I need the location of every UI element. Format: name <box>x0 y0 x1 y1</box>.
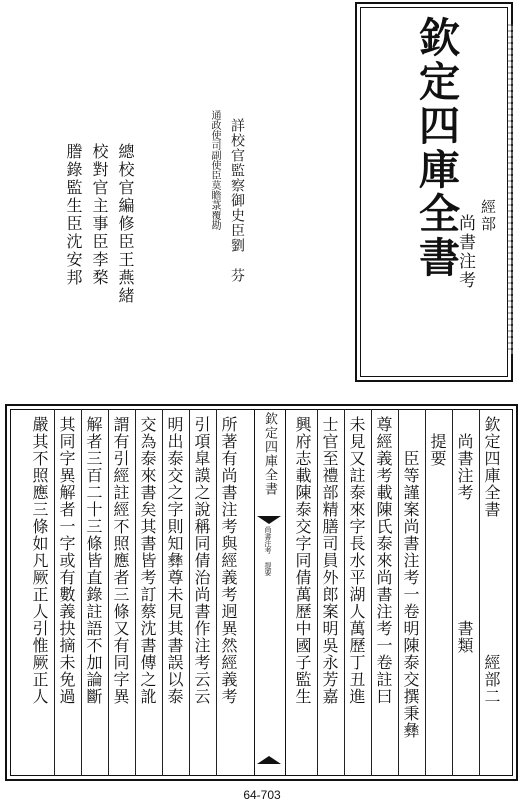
credit-collator: 校對官主事臣李楘 <box>90 143 109 287</box>
text-column: 提要 <box>428 416 447 467</box>
margin-small-label: 尚書注考 提要 <box>264 526 272 576</box>
column-rule <box>371 409 372 776</box>
book-title: 尚書注考 <box>455 214 475 290</box>
text-column: 欽定四庫全書 經部二 <box>482 416 501 705</box>
text-column: 未見又註泰來字長水平湖人萬歷丁丑進 <box>347 416 366 705</box>
text-column: 尚書注考 書類 <box>455 416 474 654</box>
text-column: 興府志載陳泰交字同倩萬歷中國子監生 <box>293 416 312 705</box>
column-rule <box>162 409 163 776</box>
column-rule <box>189 409 190 776</box>
text-column: 士官至禮部精膳司員外郎案明吳永芳嘉 <box>320 416 339 705</box>
column-rule <box>452 409 453 776</box>
text-column: 引項皐謨之說稱同倩治尚書作注考云云 <box>192 416 211 705</box>
column-rule <box>317 409 318 776</box>
text-column: 謂有引經註經不照應者三條又有同字異 <box>111 416 130 705</box>
column-rule <box>108 409 109 776</box>
text-column: 其同字異解者一字或有數義抉摘未免過 <box>57 416 76 705</box>
text-column: 所著有尚書注考與經義考迥異然經義考 <box>219 416 238 705</box>
category-label: 經部 <box>479 199 497 233</box>
text-column: 臣等謹案尚書注考一卷明陳泰交撰秉彝 <box>401 416 420 739</box>
column-rule <box>344 409 345 776</box>
main-title: 欽定四庫全書 <box>412 16 460 280</box>
column-rule <box>479 409 480 776</box>
text-column: 交為泰來書矣其書皆考訂蔡沈書傳之訛 <box>138 416 157 705</box>
credit-proofreader: 詳校官監察御史臣劉 芬 <box>229 118 245 283</box>
column-rule <box>425 409 426 776</box>
column-rule <box>135 409 136 776</box>
title-box-edge-pattern <box>508 24 513 354</box>
column-rule <box>216 409 217 776</box>
title-page <box>0 0 524 392</box>
credit-copyist: 謄錄監生臣沈安邦 <box>64 143 83 287</box>
text-column: 嚴其不照應三條如凡厥正人引惟厥正人 <box>30 416 49 705</box>
text-column: 解者三百二十三條皆直錄註語不加論斷 <box>84 416 103 705</box>
text-column: 尊經義考載陳氏泰來尚書注考一卷註曰 <box>374 416 393 705</box>
column-rule <box>398 409 399 776</box>
credit-reviewer: 通政使司副使臣莫瞻菉覆勘 <box>209 110 220 230</box>
page-number: 64-703 <box>243 788 281 802</box>
credit-chief-editor: 總校官編修臣王燕緒 <box>116 143 135 305</box>
column-rule <box>54 409 55 776</box>
text-page <box>5 404 518 781</box>
title-box <box>355 2 513 382</box>
text-column: 明出泰交之字則知彝尊未見其書誤以泰 <box>165 416 184 705</box>
column-rule <box>81 409 82 776</box>
margin-title: 欽定四庫全書 <box>262 412 277 496</box>
